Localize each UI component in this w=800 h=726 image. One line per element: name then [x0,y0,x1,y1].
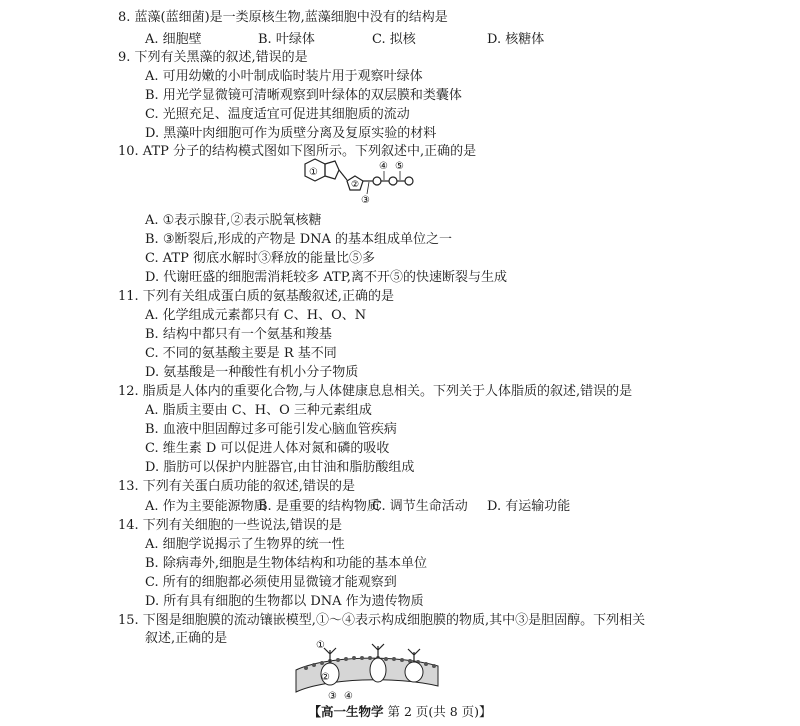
question-11-option-c: C. 不同的氨基酸主要是 R 基不同 [145,346,337,361]
question-8-option-d: D. 核糖体 [487,32,545,47]
atp-label-2: ② [351,180,360,190]
membrane-label-3: ③ [328,691,337,700]
question-9-stem: 9. 下列有关黑藻的叙述,错误的是 [118,50,308,65]
question-8-option-c: C. 拟核 [372,32,416,47]
question-11-option-a: A. 化学组成元素都只有 C、H、O、N [145,308,367,323]
question-12-option-d: D. 脂肪可以保护内脏器官,由甘油和脂肪酸组成 [145,460,415,475]
question-15-stem-line-2: 叙述,正确的是 [145,631,228,646]
question-14-option-c: C. 所有的细胞都必须使用显微镜才能观察到 [145,575,397,590]
question-10-option-c: C. ATP 彻底水解时③释放的能量比⑤多 [145,251,375,266]
cell-membrane-model-diagram [286,640,446,700]
question-12-option-a: A. 脂质主要由 C、H、O 三种元素组成 [145,403,372,418]
question-10-stem: 10. ATP 分子的结构模式图如下图所示。下列叙述中,正确的是 [118,144,477,159]
question-8-option-b: B. 叶绿体 [258,32,315,47]
question-10-option-b: B. ③断裂后,形成的产物是 DNA 的基本组成单位之一 [145,232,453,247]
question-13-stem: 13. 下列有关蛋白质功能的叙述,错误的是 [118,479,355,494]
atp-label-5: ⑤ [395,161,404,172]
question-10-option-a: A. ①表示腺苷,②表示脱氧核糖 [145,213,322,228]
question-10-option-d: D. 代谢旺盛的细胞需消耗较多 ATP,离不开⑤的快速断裂与生成 [145,270,507,285]
question-9-option-d: D. 黑藻叶肉细胞可作为质壁分离及复原实验的材料 [145,126,437,141]
question-9-option-c: C. 光照充足、温度适宜可促进其细胞质的流动 [145,107,410,122]
atp-label-1: ① [309,167,318,178]
atp-structure-diagram [295,158,435,208]
atp-label-3: ③ [361,195,370,206]
question-14-stem: 14. 下列有关细胞的一些说法,错误的是 [118,518,342,533]
footer-page-number: 第 2 页(共 8 页)】 [387,704,492,719]
membrane-label-2: ② [321,672,330,683]
question-14-option-a: A. 细胞学说揭示了生物界的统一性 [145,537,345,552]
question-14-option-d: D. 所有具有细胞的生物都以 DNA 作为遗传物质 [145,594,424,609]
question-13-option-a: A. 作为主要能源物质 [145,499,267,514]
question-13-option-b: B. 是重要的结构物质 [258,499,380,514]
question-11-stem: 11. 下列有关组成蛋白质的氨基酸叙述,正确的是 [118,289,394,304]
page-footer [0,704,800,720]
question-12-option-b: B. 血液中胆固醇过多可能引发心脑血管疾病 [145,422,397,437]
question-13-option-d: D. 有运输功能 [487,499,571,514]
question-13-option-c: C. 调节生命活动 [372,499,468,514]
question-12-option-c: C. 维生素 D 可以促进人体对氮和磷的吸收 [145,441,390,456]
question-11-option-d: D. 氨基酸是一种酸性有机小分子物质 [145,365,359,380]
membrane-label-4: ④ [344,691,353,700]
question-9-option-b: B. 用光学显微镜可清晰观察到叶绿体的双层膜和类囊体 [145,88,462,103]
atp-label-4: ④ [379,161,388,172]
question-12-stem: 12. 脂质是人体内的重要化合物,与人体健康息息相关。下列关于人体脂质的叙述,错误的是 [118,384,633,399]
question-15-stem-line-1: 15. 下图是细胞膜的流动镶嵌模型,①～④表示构成细胞膜的物质,其中③是胆固醇。下列相关 [118,613,646,628]
question-9-option-a: A. 可用幼嫩的小叶制成临时装片用于观察叶绿体 [145,69,423,84]
question-11-option-b: B. 结构中都只有一个氨基和羧基 [145,327,332,342]
question-8-stem: 8. 蓝藻(蓝细菌)是一类原核生物,蓝藻细胞中没有的结构是 [118,10,448,25]
question-14-option-b: B. 除病毒外,细胞是生物体结构和功能的基本单位 [145,556,427,571]
question-8-option-a: A. 细胞壁 [145,32,202,47]
footer-subject: 【高一生物学 [308,704,384,719]
membrane-label-1: ① [316,640,325,651]
